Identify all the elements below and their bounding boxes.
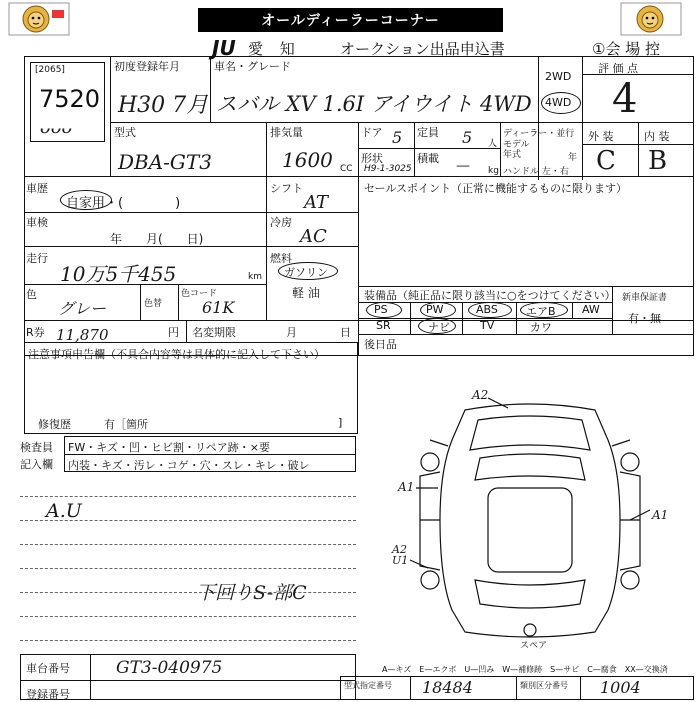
diagram-mark-a1-right: A1 bbox=[652, 508, 669, 522]
score-label: 評 価 点 bbox=[598, 62, 638, 75]
usage-value: 自家用・( ) bbox=[66, 196, 181, 211]
equip-tv: TV bbox=[480, 319, 495, 332]
divider bbox=[462, 302, 463, 334]
diagram-mark-a1-left: A1 bbox=[398, 480, 415, 494]
divider bbox=[186, 320, 187, 342]
name-grade-value: スバル XV 1.6I アイウイト 4WD bbox=[216, 92, 532, 116]
color-change-label: 色替 bbox=[144, 299, 163, 309]
equip-ps: PS bbox=[374, 303, 388, 316]
equip-navi: ナビ bbox=[428, 321, 450, 334]
equipment-label: 装備品（純正品に限り該当に○をつけてください） bbox=[364, 289, 616, 302]
cc-unit: CC bbox=[340, 164, 353, 174]
first-reg-label: 初度登録年月 bbox=[114, 60, 180, 73]
divider bbox=[410, 302, 411, 334]
inspector-row1: FW・キズ・凹・ヒビ割・リペア跡・×要 bbox=[68, 441, 270, 454]
name-grade-label: 車名・グレード bbox=[214, 60, 291, 73]
memo-line bbox=[20, 568, 356, 569]
rear-seat-label: 後日品 bbox=[364, 338, 397, 351]
equip-aw: AW bbox=[582, 303, 600, 316]
model-year-label: モデル 年式 bbox=[503, 140, 530, 160]
car-damage-diagram bbox=[380, 380, 680, 655]
aircon-label: 冷房 bbox=[270, 216, 292, 229]
equip-airbag: エアB bbox=[526, 305, 556, 318]
divider bbox=[110, 122, 694, 123]
form-title: オークション出品申込書 bbox=[340, 40, 505, 58]
lot-number: 7520 bbox=[39, 85, 101, 113]
divider bbox=[266, 176, 267, 320]
color-value: グレー bbox=[58, 299, 107, 318]
exterior-value: C bbox=[596, 146, 616, 176]
shape-note: H9-1-3025 bbox=[364, 164, 412, 174]
lot-handwritten-mark: ᴗᴗᴗ bbox=[39, 117, 72, 138]
entry-label: 記入欄 bbox=[20, 458, 53, 471]
inspection-value: 年 月( 日) bbox=[110, 232, 204, 246]
designation-label: 型式指定番号 bbox=[344, 681, 392, 690]
divider bbox=[638, 122, 639, 176]
divider bbox=[24, 176, 694, 177]
divider bbox=[140, 284, 141, 320]
divider bbox=[580, 676, 581, 700]
divider bbox=[410, 676, 411, 700]
repair-value: 有［箇所 bbox=[104, 418, 148, 431]
fuel-diesel: 軽 油 bbox=[292, 286, 320, 300]
divider bbox=[572, 302, 573, 318]
repair-bracket-close: ] bbox=[338, 416, 343, 429]
lot-code: [2065] bbox=[35, 65, 65, 75]
chassis-value: GT3-040975 bbox=[116, 658, 223, 678]
month-label: 月 bbox=[286, 326, 297, 339]
color-no-value: 61K bbox=[202, 298, 235, 317]
recycle-label: R券 bbox=[26, 326, 45, 339]
name-period-label: 名変期限 bbox=[192, 326, 236, 339]
top-banner bbox=[0, 0, 700, 36]
diagram-mark-a2-rear: A2 U1 bbox=[392, 543, 409, 567]
shift-value: AT bbox=[304, 192, 329, 213]
mileage-value: 10万5千455 bbox=[60, 262, 177, 286]
diagram-spare-label: スペア bbox=[520, 641, 548, 651]
day-label: 日 bbox=[340, 326, 351, 339]
year-char: 年 bbox=[568, 153, 578, 163]
memo-line bbox=[20, 544, 356, 545]
inspection-label: 車検 bbox=[26, 216, 48, 229]
memo-text-2: 下回りS-部C bbox=[196, 582, 307, 604]
interior-label: 内 装 bbox=[644, 130, 670, 143]
equip-sr: SR bbox=[376, 319, 391, 332]
door-label: ドア bbox=[361, 126, 383, 139]
persons-unit: 人 bbox=[488, 139, 498, 149]
divider bbox=[414, 122, 415, 176]
divider bbox=[500, 122, 501, 176]
km-unit: km bbox=[248, 272, 262, 282]
capacity-value: 5 bbox=[462, 128, 473, 147]
reg-no-label: 登録番号 bbox=[26, 688, 70, 701]
memo-line bbox=[20, 496, 356, 497]
load-label: 積載 bbox=[417, 152, 439, 165]
divider bbox=[358, 334, 694, 335]
handle-label: ハンドル 左・右 bbox=[503, 167, 569, 177]
category-value: 1004 bbox=[600, 678, 641, 697]
fuel-label: 燃料 bbox=[270, 252, 292, 265]
designation-box bbox=[340, 676, 694, 700]
damage-legend: A—キズ E—エクボ U—凹み W—補修跡 S—サビ C—腐食 XX—交換済 bbox=[382, 665, 668, 674]
brand-logo: JU bbox=[212, 36, 236, 60]
color-label: 色 bbox=[26, 288, 37, 301]
memo-text-1: A.U bbox=[46, 500, 82, 522]
inspector-label: 検査員 bbox=[20, 441, 53, 454]
notes-label: 注意事項申告欄（不具合内容等は具体的に記入して下さい） bbox=[28, 348, 325, 361]
equip-abs: ABS bbox=[476, 303, 498, 316]
lion-mascot-icon bbox=[8, 2, 70, 36]
door-value: 5 bbox=[392, 128, 403, 147]
divider bbox=[210, 56, 211, 122]
equip-pw: PW bbox=[426, 303, 444, 316]
divider bbox=[358, 148, 500, 149]
recycle-value: 11,870 bbox=[56, 326, 109, 344]
first-reg-value: H30 7月 bbox=[118, 93, 209, 118]
lion-mascot-icon bbox=[620, 2, 682, 36]
usage-label: 車歴 bbox=[26, 182, 48, 195]
divider bbox=[516, 302, 517, 334]
aircon-value: AC bbox=[300, 226, 327, 247]
exterior-label: 外 装 bbox=[588, 130, 614, 143]
divider bbox=[90, 654, 91, 700]
shift-label: シフト bbox=[270, 182, 303, 195]
diagram-mark-a2-front: A2 bbox=[472, 388, 489, 402]
yen-unit: 円 bbox=[168, 326, 179, 339]
designation-value: 18484 bbox=[422, 678, 473, 697]
score-value: 4 bbox=[612, 76, 638, 122]
brand-name: 愛 知 bbox=[248, 40, 301, 58]
displacement-value: 1600 bbox=[282, 148, 333, 172]
banner-title: オールディーラーコーナー bbox=[198, 8, 503, 32]
divider bbox=[110, 56, 111, 176]
color-no-label: 色コード bbox=[181, 289, 218, 299]
divider bbox=[516, 676, 517, 700]
divider bbox=[178, 284, 179, 320]
model-value: DBA-GT3 bbox=[118, 150, 212, 174]
memo-line bbox=[20, 640, 356, 641]
sales-point-label: セールスポイント（正常に機能するものに限ります） bbox=[364, 182, 628, 195]
model-label: 型式 bbox=[114, 126, 136, 139]
interior-value: B bbox=[648, 146, 668, 176]
drive-4wd: 4WD bbox=[545, 96, 572, 109]
mileage-label: 走行 bbox=[26, 252, 48, 265]
warranty-label: 新車保証書 bbox=[622, 293, 668, 303]
divider bbox=[20, 680, 356, 681]
memo-line bbox=[20, 616, 356, 617]
displacement-label: 排気量 bbox=[270, 126, 303, 139]
venue-label: ①会 場 控 bbox=[592, 40, 660, 58]
repair-label: 修復歴 bbox=[38, 418, 71, 431]
dealer-label: ディーラー・並行 bbox=[503, 129, 575, 139]
chassis-label: 車台番号 bbox=[26, 662, 70, 675]
divider bbox=[266, 122, 267, 176]
divider bbox=[538, 56, 539, 180]
lot-box bbox=[30, 62, 105, 142]
load-value: — bbox=[456, 158, 470, 174]
kg-unit: kg bbox=[488, 166, 499, 176]
divider bbox=[24, 320, 694, 321]
drive-2wd: 2WD bbox=[545, 70, 572, 83]
category-label: 類別区分番号 bbox=[520, 681, 568, 690]
fuel-petrol: ガソリン bbox=[284, 266, 328, 279]
entry-row2: 内装・キズ・汚レ・コゲ・穴・スレ・キレ・破レ bbox=[68, 459, 310, 472]
equip-leather: カワ bbox=[530, 321, 552, 334]
shape-label: 形状 bbox=[361, 152, 383, 165]
capacity-label: 定員 bbox=[417, 126, 439, 139]
warranty-value: 有・無 bbox=[628, 312, 661, 325]
